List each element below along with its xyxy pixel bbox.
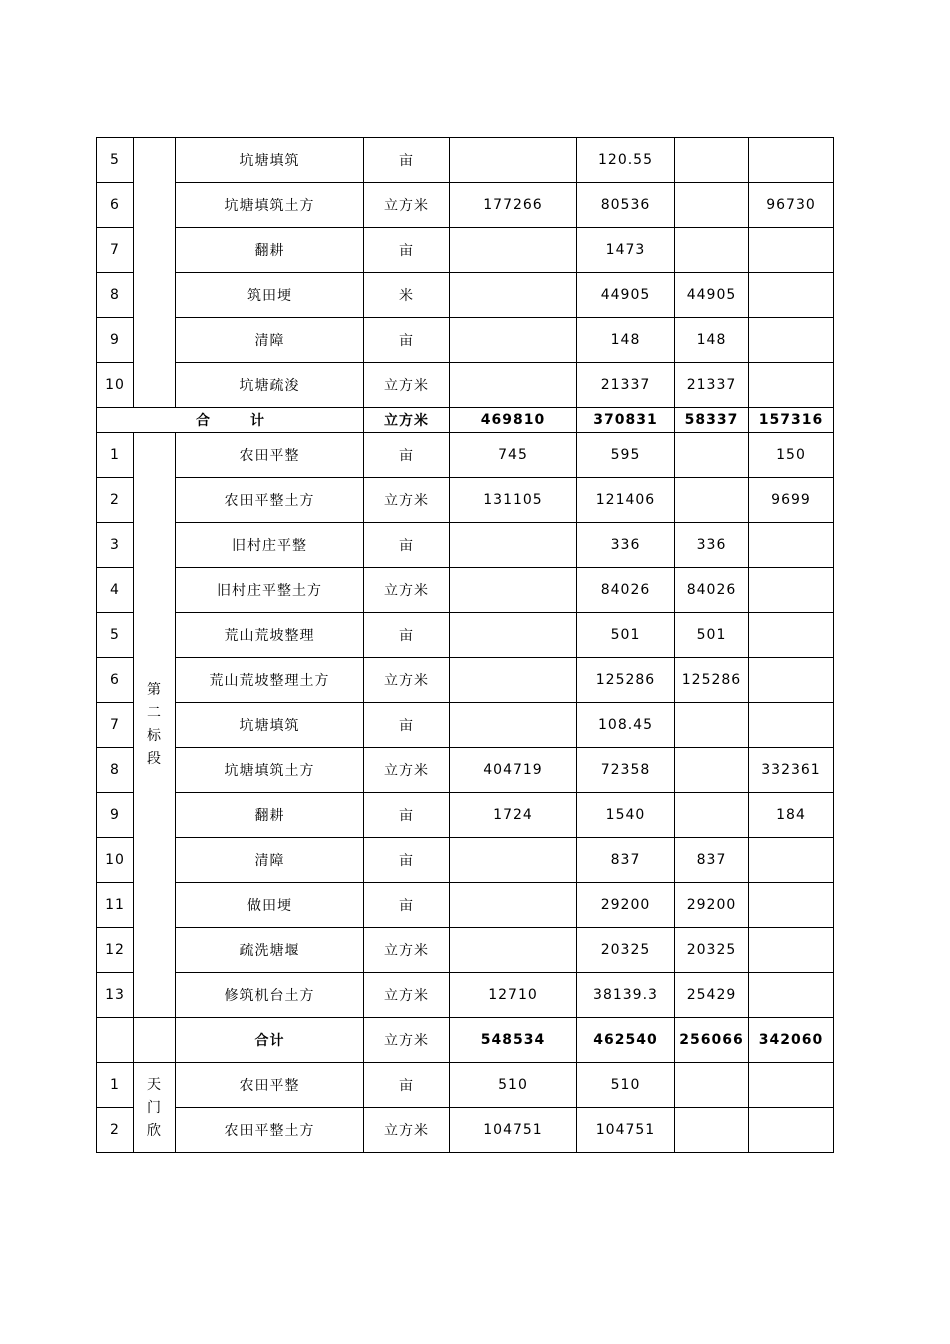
table-row: [97, 228, 834, 273]
value-cell: 72358: [577, 748, 675, 793]
value-cell: [450, 273, 577, 318]
table-row: [97, 613, 834, 658]
section-label-char: 门: [147, 1100, 162, 1116]
value-cell: [749, 1063, 834, 1108]
table-row: [97, 478, 834, 523]
row-number: 7: [97, 703, 134, 748]
value-cell: [675, 183, 749, 228]
row-number: [97, 1018, 134, 1063]
value-cell: 332361: [749, 748, 834, 793]
item-name: 坑塘填筑土方: [176, 183, 364, 228]
table-row: [97, 433, 834, 478]
item-unit: 立方米: [364, 658, 450, 703]
value-cell: 336: [675, 523, 749, 568]
value-cell: [749, 613, 834, 658]
item-name: 坑塘填筑土方: [176, 748, 364, 793]
item-name: 翻耕: [176, 793, 364, 838]
value-cell: [450, 363, 577, 408]
table-row: [97, 748, 834, 793]
value-cell: [450, 928, 577, 973]
section-label: [134, 1063, 176, 1153]
row-number: 13: [97, 973, 134, 1018]
value-cell: 104751: [577, 1108, 675, 1153]
value-cell: [749, 318, 834, 363]
value-cell: 25429: [675, 973, 749, 1018]
table-body: [97, 138, 834, 1153]
item-unit: 亩: [364, 838, 450, 883]
value-cell: [675, 433, 749, 478]
row-number: 4: [97, 568, 134, 613]
value-cell: 21337: [675, 363, 749, 408]
item-name: 修筑机台土方: [176, 973, 364, 1018]
subtotal-unit: 立方米: [364, 1018, 450, 1063]
value-cell: [749, 658, 834, 703]
subtotal-value: 157316: [749, 408, 834, 433]
value-cell: [749, 363, 834, 408]
value-cell: 20325: [577, 928, 675, 973]
row-number: 9: [97, 318, 134, 363]
row-number: 10: [97, 838, 134, 883]
value-cell: 29200: [577, 883, 675, 928]
item-unit: 立方米: [364, 568, 450, 613]
row-number: 7: [97, 228, 134, 273]
item-name: 农田平整土方: [176, 1108, 364, 1153]
value-cell: 150: [749, 433, 834, 478]
value-cell: 148: [675, 318, 749, 363]
section-label: [134, 433, 176, 1018]
value-cell: [450, 138, 577, 183]
item-name: 旧村庄平整: [176, 523, 364, 568]
item-unit: 亩: [364, 138, 450, 183]
value-cell: 131105: [450, 478, 577, 523]
item-unit: 亩: [364, 793, 450, 838]
value-cell: 96730: [749, 183, 834, 228]
item-unit: 立方米: [364, 973, 450, 1018]
value-cell: 177266: [450, 183, 577, 228]
value-cell: [749, 883, 834, 928]
table-row: [97, 363, 834, 408]
value-cell: 84026: [577, 568, 675, 613]
table-row: [97, 568, 834, 613]
item-name: 做田埂: [176, 883, 364, 928]
value-cell: [450, 228, 577, 273]
value-cell: 12710: [450, 973, 577, 1018]
value-cell: [749, 928, 834, 973]
value-cell: [675, 1063, 749, 1108]
table-row: [97, 523, 834, 568]
value-cell: [749, 703, 834, 748]
row-number: 11: [97, 883, 134, 928]
row-number: 1: [97, 1063, 134, 1108]
row-number: 5: [97, 613, 134, 658]
value-cell: 80536: [577, 183, 675, 228]
row-number: 3: [97, 523, 134, 568]
value-cell: [450, 613, 577, 658]
row-number: 8: [97, 748, 134, 793]
subtotal-value: 256066: [675, 1018, 749, 1063]
section-label-char: 标: [147, 728, 162, 744]
subtotal-unit: 立方米: [364, 408, 450, 433]
row-number: 6: [97, 658, 134, 703]
value-cell: 44905: [577, 273, 675, 318]
value-cell: [675, 703, 749, 748]
value-cell: [749, 1108, 834, 1153]
value-cell: 125286: [577, 658, 675, 703]
row-number: 6: [97, 183, 134, 228]
section-label-char: 第: [147, 682, 162, 698]
value-cell: 148: [577, 318, 675, 363]
subtotal-value: 462540: [577, 1018, 675, 1063]
item-unit: 亩: [364, 318, 450, 363]
table-row: [97, 658, 834, 703]
value-cell: 120.55: [577, 138, 675, 183]
value-cell: 125286: [675, 658, 749, 703]
value-cell: 29200: [675, 883, 749, 928]
value-cell: [749, 973, 834, 1018]
table-row: [97, 273, 834, 318]
value-cell: [749, 568, 834, 613]
item-name: 疏洗塘堰: [176, 928, 364, 973]
value-cell: [450, 318, 577, 363]
subtotal-label-text: 合计: [196, 413, 304, 429]
subtotal-row: [97, 1018, 834, 1063]
value-cell: [749, 838, 834, 883]
value-cell: [749, 523, 834, 568]
value-cell: [675, 228, 749, 273]
value-cell: 595: [577, 433, 675, 478]
subtotal-value: 58337: [675, 408, 749, 433]
value-cell: 184: [749, 793, 834, 838]
item-unit: 立方米: [364, 363, 450, 408]
table-row: [97, 1108, 834, 1153]
table-row: [97, 138, 834, 183]
section-label-char: 天: [147, 1077, 162, 1093]
section-label: [134, 138, 176, 408]
table-row: [97, 928, 834, 973]
value-cell: [450, 658, 577, 703]
item-unit: 立方米: [364, 183, 450, 228]
subtotal-value: 469810: [450, 408, 577, 433]
table-row: [97, 838, 834, 883]
item-unit: 亩: [364, 883, 450, 928]
subtotal-label: 合计: [176, 1018, 364, 1063]
item-unit: 立方米: [364, 928, 450, 973]
item-unit: 亩: [364, 1063, 450, 1108]
value-cell: 104751: [450, 1108, 577, 1153]
subtotal-value: 548534: [450, 1018, 577, 1063]
row-number: 10: [97, 363, 134, 408]
value-cell: [675, 478, 749, 523]
table-row: [97, 1063, 834, 1108]
value-cell: [675, 748, 749, 793]
value-cell: [675, 793, 749, 838]
value-cell: [749, 273, 834, 318]
value-cell: 510: [450, 1063, 577, 1108]
item-name: 农田平整土方: [176, 478, 364, 523]
item-unit: 亩: [364, 613, 450, 658]
item-unit: 米: [364, 273, 450, 318]
section-label-char: 二: [147, 705, 162, 721]
value-cell: 44905: [675, 273, 749, 318]
item-name: 筑田埂: [176, 273, 364, 318]
subtotal-label: [97, 408, 364, 433]
table-row: [97, 318, 834, 363]
item-name: 清障: [176, 318, 364, 363]
item-name: 农田平整: [176, 1063, 364, 1108]
row-number: 12: [97, 928, 134, 973]
table-row: [97, 973, 834, 1018]
earthwork-table: [96, 137, 834, 1153]
item-name: 农田平整: [176, 433, 364, 478]
value-cell: 336: [577, 523, 675, 568]
item-name: 坑塘疏浚: [176, 363, 364, 408]
subtotal-value: 342060: [749, 1018, 834, 1063]
value-cell: 837: [675, 838, 749, 883]
value-cell: [450, 523, 577, 568]
value-cell: [749, 228, 834, 273]
item-unit: 立方米: [364, 748, 450, 793]
value-cell: 9699: [749, 478, 834, 523]
row-number: 8: [97, 273, 134, 318]
item-unit: 立方米: [364, 1108, 450, 1153]
item-name: 翻耕: [176, 228, 364, 273]
table-row: [97, 703, 834, 748]
section-label-char: 欣: [147, 1123, 162, 1139]
value-cell: 121406: [577, 478, 675, 523]
value-cell: 745: [450, 433, 577, 478]
section-label: [134, 1018, 176, 1063]
item-unit: 亩: [364, 523, 450, 568]
item-name: 坑塘填筑: [176, 703, 364, 748]
subtotal-value: 370831: [577, 408, 675, 433]
value-cell: 108.45: [577, 703, 675, 748]
item-name: 坑塘填筑: [176, 138, 364, 183]
value-cell: [675, 1108, 749, 1153]
row-number: 2: [97, 478, 134, 523]
item-unit: 立方米: [364, 478, 450, 523]
row-number: 5: [97, 138, 134, 183]
item-unit: 亩: [364, 703, 450, 748]
row-number: 2: [97, 1108, 134, 1153]
subtotal-row: [97, 408, 834, 433]
value-cell: [450, 883, 577, 928]
item-unit: 亩: [364, 433, 450, 478]
section-label-char: 段: [147, 751, 162, 767]
item-name: 清障: [176, 838, 364, 883]
value-cell: 501: [577, 613, 675, 658]
value-cell: 837: [577, 838, 675, 883]
value-cell: 1473: [577, 228, 675, 273]
row-number: 9: [97, 793, 134, 838]
value-cell: [450, 838, 577, 883]
value-cell: 84026: [675, 568, 749, 613]
item-unit: 亩: [364, 228, 450, 273]
value-cell: [450, 703, 577, 748]
value-cell: 1724: [450, 793, 577, 838]
value-cell: 21337: [577, 363, 675, 408]
item-name: 荒山荒坡整理土方: [176, 658, 364, 703]
value-cell: 510: [577, 1063, 675, 1108]
value-cell: [675, 138, 749, 183]
value-cell: 38139.3: [577, 973, 675, 1018]
value-cell: 404719: [450, 748, 577, 793]
value-cell: 1540: [577, 793, 675, 838]
table-row: [97, 183, 834, 228]
value-cell: [450, 568, 577, 613]
item-name: 旧村庄平整土方: [176, 568, 364, 613]
item-name: 荒山荒坡整理: [176, 613, 364, 658]
value-cell: 20325: [675, 928, 749, 973]
value-cell: [749, 138, 834, 183]
value-cell: 501: [675, 613, 749, 658]
table-row: [97, 793, 834, 838]
table-row: [97, 883, 834, 928]
row-number: 1: [97, 433, 134, 478]
